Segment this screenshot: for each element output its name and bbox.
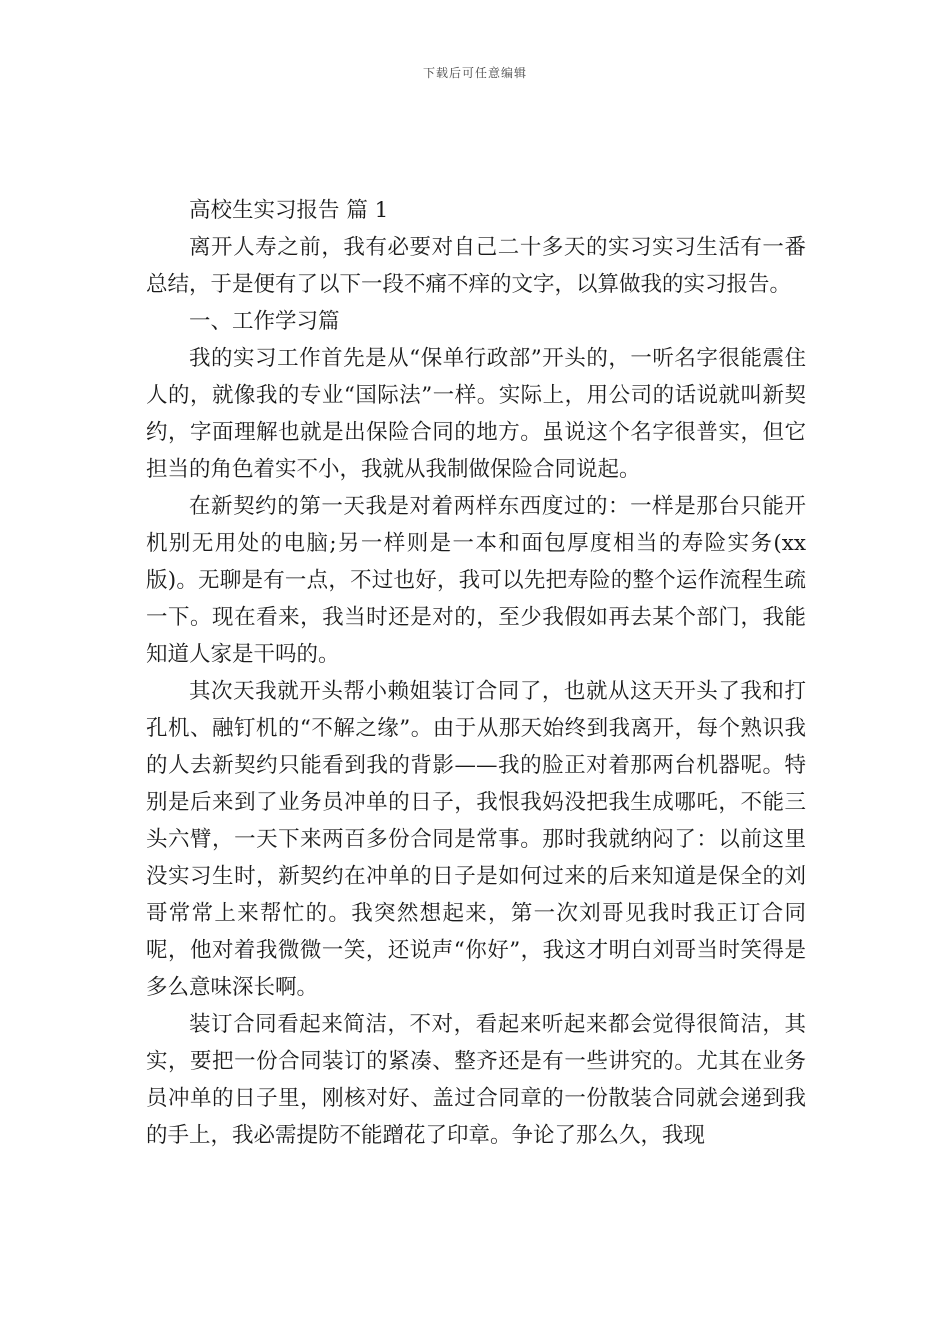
page-header-note: 下载后可任意编辑 (422, 66, 527, 80)
paragraph: 装订合同看起来简洁，不对，看起来听起来都会觉得很简洁，其实，要把一份合同装订的紧凑、整齐还是有一些讲究的。尤其在业务员冲单的日子里，刚核对好、盖过合同章的一份散装合同就会递到我的手上，我必需提防不能蹭花了印章。争论了那么久，我现 (146, 1012, 806, 1148)
paragraph: 离开人寿之前，我有必要对自己二十多天的实习实习生活有一番总结，于是便有了以下一段不痛不痒的文字，以算做我的实习报告。 (146, 235, 806, 297)
document-body (146, 192, 806, 1154)
paragraph: 在新契约的第一天我是对着两样东西度过的：一样是那台只能开机别无用处的电脑;另一样则是一本和面包厚度相当的寿险实务(xx版)。无聊是有一点，不过也好，我可以先把寿险的整个运作流程生疏一下。现在看来，我当时还是对的，至少我假如再去某个部门，我能知道人家是干吗的。 (146, 494, 806, 667)
section-heading: 一、工作学习篇 (189, 309, 340, 334)
document-title: 高校生实习报告 篇 1 (189, 198, 389, 223)
paragraph: 其次天我就开头帮小赖姐装订合同了，也就从这天开头了我和打孔机、融钉机的“不解之缘”。由于从那天始终到我离开，每个熟识我的人去新契约只能看到我的背影——我的脸正对着那两台机器呢。特别是后来到了业务员冲单的日子，我恨我妈没把我生成哪吒，不能三头六臂，一天下来两百多份合同是常事。那时我就纳闷了：以前这里没实习生时，新契约在冲单的日子是如何过来的后来知道是保全的刘哥常常上来帮忙的。我突然想起来，第一次刘哥见我时我正订合同呢，他对着我微微一笑，还说声“你好”，我这才明白刘哥当时笑得是多么意味深长啊。 (146, 679, 806, 1000)
paragraph: 我的实习工作首先是从“保单行政部”开头的，一听名字很能震住人的，就像我的专业“国际法”一样。实际上，用公司的话说就叫新契约，字面理解也就是出保险合同的地方。虽说这个名字很普实，但它担当的角色着实不小，我就从我制做保险合同说起。 (146, 346, 806, 482)
